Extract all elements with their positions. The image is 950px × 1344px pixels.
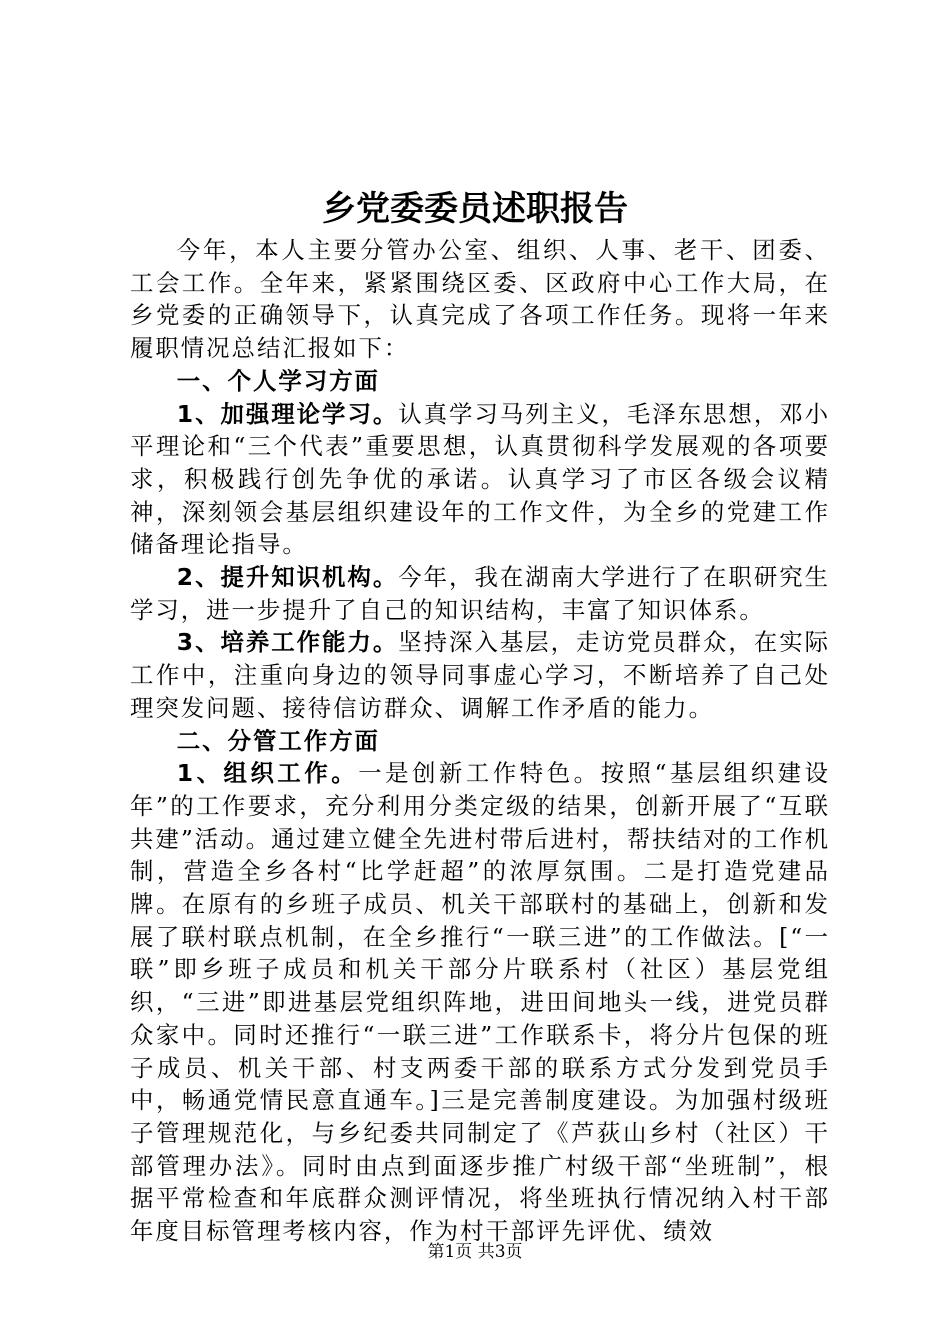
- paragraph-organization: [130, 757, 830, 1248]
- document-body: [130, 234, 830, 1248]
- paragraph-lead: 3、培养工作能力。: [176, 628, 399, 657]
- paragraph-text: 坚持深入基层，走访党员群众，在实际工作中，注重向身边的领导同事虚心学习，不断培养了自己处理突发问题、接待信访群众、调解工作矛盾的能力。: [130, 628, 831, 722]
- paragraph-text: 认真学习马列主义，毛泽东思想，邓小平理论和“三个代表”重要思想，认真贯彻科学发展观的各项要求，积极践行创先争优的承诺。认真学习了市区各级会议精神，深刻领会基层组织建设年的工作文件，为全乡的党建工作储备理论指导。: [130, 399, 831, 559]
- intro-paragraph: 今年，本人主要分管办公室、组织、人事、老干、团委、工会工作。全年来，紧紧围绕区委、区政府中心工作大局，在乡党委的正确领导下，认真完成了各项工作任务。现将一年来履职情况总结汇报如下：: [130, 236, 830, 363]
- paragraph-text: 一是创新工作特色。按照“基层组织建设年”的工作要求，充分利用分类定级的结果，创新开展了“互联共建”活动。通过建立健全先进村带后进村，帮扶结对的工作机制，营造全乡各村“比学赶超”的浓厚氛围。二是打造党建品牌。在原有的乡班子成员、机关干部联村的基础上，创新和发展了联村联点机制，在全乡推行“一联三进”的工作做法。[“一联”即乡班子成员和机关干部分片联系村（社区）基层党组织，“三进”即进基层党组织阵地，进田间地头一线，进党员群众家中。同时还推行“一联三进”工作联系卡，将分片包保的班子成员、机关干部、村支两委干部的联系方式分发到党员手中，畅通党情民意直通车。]三是完善制度建设。为加强村级班子管理规范化，与乡纪委共同制定了《芦荻山乡村（社区）干部管理办法》。同时由点到面逐步推广村级干部“坐班制”，根据平常检查和年底群众测评情况，将坐班执行情况纳入村干部年度目标管理考核内容，作为村干部评先评优、绩效: [130, 759, 830, 1246]
- paragraph-knowledge: [130, 561, 830, 626]
- paragraph-lead: 1、组织工作。: [176, 759, 359, 788]
- paragraph-ability: [130, 626, 830, 724]
- paragraph-text: 今年，我在湖南大学进行了在职研究生学习，进一步提升了自己的知识结构，丰富了知识体系。: [130, 563, 831, 624]
- paragraph-lead: 2、提升知识机构。: [176, 563, 399, 592]
- paragraph-lead: 1、加强理论学习。: [176, 399, 399, 428]
- paragraph-theory-study: [130, 398, 830, 562]
- page-footer: 第1页 共3页: [427, 1242, 523, 1262]
- document-title: 乡党委委员述职报告: [322, 189, 628, 229]
- section-heading-work: 二、分管工作方面: [176, 726, 380, 755]
- section-heading-study: 一、个人学习方面: [176, 366, 380, 395]
